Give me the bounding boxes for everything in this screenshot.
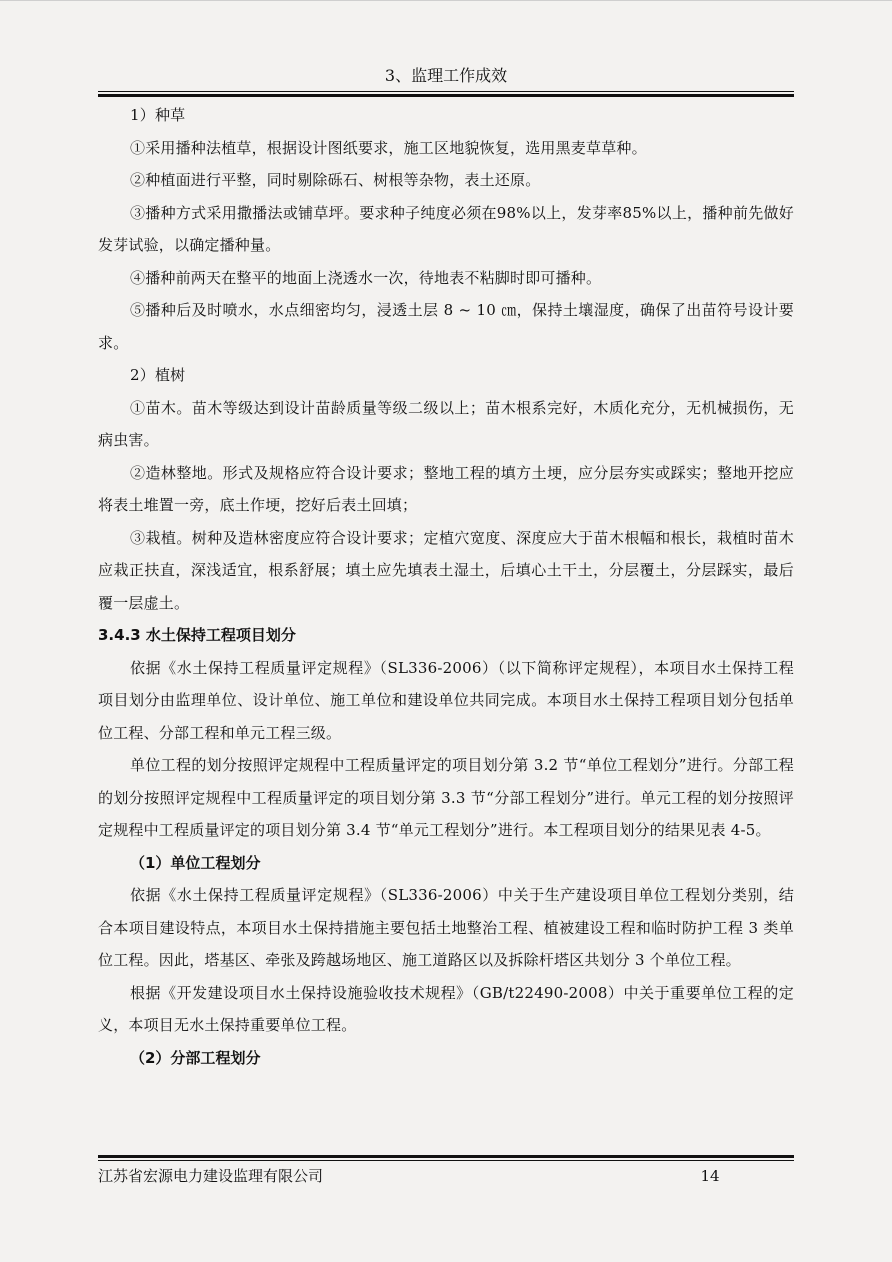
footer-rule-thick bbox=[98, 1155, 794, 1158]
paragraph: 单位工程的划分按照评定规程中工程质量评定的项目划分第 3.2 节“单位工程划分”进行。分部工程的划分按照评定规程中工程质量评定的项目划分第 3.3 节“分部工程划分”进行。单元工程的划分按照评定规程中工程质量评定的项目划分第 3.4 节“单元工程划分”进行。本工程项目划分的结果见表 4-5。 bbox=[98, 756, 794, 839]
paragraph: ②种植面进行平整，同时剔除砾石、树根等杂物，表土还原。 bbox=[130, 171, 541, 189]
subheading-trees: 2）植树 bbox=[130, 366, 186, 384]
section-heading: 3.4.3 水土保持工程项目划分 bbox=[98, 626, 296, 644]
footer-company: 江苏省宏源电力建设监理有限公司 bbox=[98, 1167, 324, 1185]
paragraph: ④播种前两天在整平的地面上浇透水一次，待地表不粘脚时即可播种。 bbox=[130, 268, 602, 287]
page-top-edge bbox=[0, 0, 892, 1]
subheading-grass: 1）种草 bbox=[130, 106, 186, 124]
subsection-heading: （2）分部工程划分 bbox=[130, 1048, 261, 1067]
paragraph: ③栽植。树种及造林密度应符合设计要求；定植穴宽度、深度应大于苗木根幅和根长，栽植时苗木应栽正扶直，深浅适宜，根系舒展；填土应先填表土湿土，后填心土干土，分层覆土，分层踩实，最后覆一层虚土。 bbox=[98, 528, 794, 612]
header-rule-thick bbox=[98, 94, 794, 97]
paragraph: 依据《水土保持工程质量评定规程》（SL336-2006）（以下简称评定规程），本项目水土保持工程项目划分由监理单位、设计单位、施工单位和建设单位共同完成。本项目水土保持工程项目划分包括单位工程、分部工程和单元工程三级。 bbox=[98, 658, 794, 742]
page-header-title: 3、监理工作成效 bbox=[384, 66, 508, 85]
paragraph: ①采用播种法植草，根据设计图纸要求，施工区地貌恢复，选用黑麦草草种。 bbox=[130, 138, 647, 157]
paragraph: ②造林整地。形式及规格应符合设计要求；整地工程的填方土埂，应分层夯实或踩实；整地开挖应将表土堆置一旁，底土作埂，挖好后表土回填； bbox=[98, 463, 794, 514]
paragraph: ③播种方式采用撒播法或铺草坪。要求种子纯度必须在98%以上，发芽率85%以上，播种前先做好发芽试验，以确定播种量。 bbox=[98, 203, 794, 254]
footer-rule-thin bbox=[98, 1160, 794, 1161]
document-body bbox=[98, 99, 794, 1074]
paragraph: 依据《水土保持工程质量评定规程》（SL336-2006）中关于生产建设项目单位工程划分类别，结合本项目建设特点，本项目水土保持措施主要包括土地整治工程、植被建设工程和临时防护工程 3 类单位工程。因此，塔基区、牵张及跨越场地区、施工道路区以及拆除杆塔区共划分 3 个单位工程。 bbox=[98, 886, 794, 969]
subsection-heading: （1）单位工程划分 bbox=[130, 853, 261, 872]
paragraph: ①苗木。苗木等级达到设计苗龄质量等级二级以上；苗木根系完好，木质化充分，无机械损伤，无病虫害。 bbox=[98, 398, 794, 449]
header-rule-thin bbox=[98, 91, 794, 92]
page-number: 14 bbox=[700, 1167, 720, 1185]
paragraph: ⑤播种后及时喷水，水点细密均匀，浸透土层 8 ~ 10 ㎝，保持土壤湿度，确保了出苗符号设计要求。 bbox=[98, 301, 794, 352]
paragraph: 根据《开发建设项目水土保持设施验收技术规程》（GB/t22490-2008）中关于重要单位工程的定义，本项目无水土保持重要单位工程。 bbox=[98, 983, 794, 1034]
